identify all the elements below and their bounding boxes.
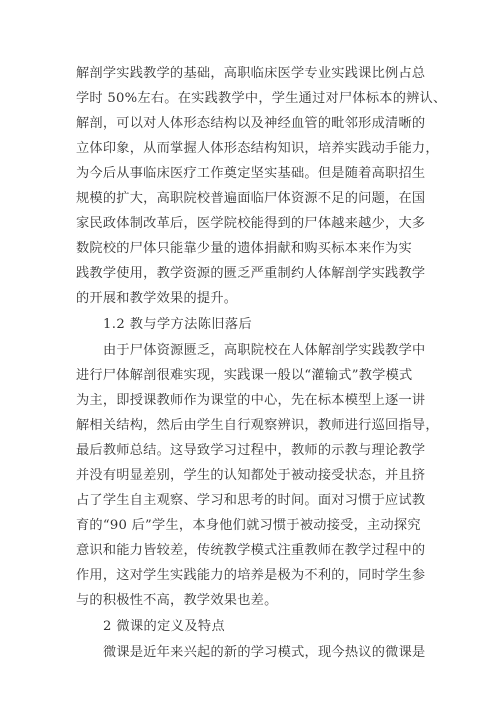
body-text-line: 践教学使用，教学资源的匮乏严重制约人体解剖学实践教学: [76, 266, 426, 281]
body-text-line: 育的“90 后”学生，本身他们就习惯于被动接受，主动探究: [76, 518, 421, 533]
body-text-line: 进行尸体解剖很难实现，实践课一般以“灌输式”教学模式: [76, 368, 413, 383]
body-text-line: 由于尸体资源匮乏，高职院校在人体解剖学实践教学中: [103, 343, 426, 358]
body-text-line: 占了学生自主观察、学习和思考的时间。面对习惯于应试教: [76, 493, 426, 508]
section-heading-1-2: 1.2 教与学方法陈旧落后: [103, 317, 253, 332]
body-text-line: 最后教师总结。这导致学习过程中，教师的示教与理论教学: [76, 443, 426, 458]
body-text-line: 为今后从事临床医疗工作奠定坚实基础。但是随着高职招生: [76, 166, 426, 181]
body-text-line: 解剖学实践教学的基础，高职临床医学专业实践课比例占总: [76, 66, 426, 81]
body-text-line: 为主，即授课教师作为课堂的中心，先在标本模型上逐一讲: [76, 393, 426, 408]
body-text-line: 解相关结构，然后由学生自行观察辨识，教师进行巡回指导，: [76, 418, 439, 433]
body-text-line: 数院校的尸体只能靠少量的遗体捐献和购买标本来作为实: [76, 241, 412, 256]
body-text-line: 规模的扩大，高职院校普遍面临尸体资源不足的问题，在国: [76, 191, 426, 206]
body-text-line: 解剖，可以对人体形态结构以及神经血管的毗邻形成清晰的: [76, 116, 426, 131]
body-text-line: 与的积极性不高，教学效果也差。: [76, 593, 278, 608]
body-text-line: 微课是近年来兴起的新的学习模式，现今热议的微课是: [103, 645, 426, 660]
body-text-line: 立体印象，从而掌握人体形态结构知识，培养实践动手能力，: [76, 141, 439, 156]
body-text-line: 作用，这对学生实践能力的培养是极为不利的，同时学生参: [76, 568, 426, 583]
body-text-line: 并没有明显差别，学生的认知都处于被动接受状态，并且挤: [76, 468, 426, 483]
section-heading-2: 2 微课的定义及特点: [103, 619, 226, 634]
body-text-line: 意识和能力皆较差，传统教学模式注重教师在教学过程中的: [76, 543, 426, 558]
body-text-line: 的开展和教学效果的提升。: [76, 291, 238, 306]
body-text-line: 家民政体制改革后，医学院校能得到的尸体越来越少，大多: [76, 216, 426, 231]
body-text-line: 学时 50%左右。在实践教学中，学生通过对尸体标本的辨认、: [76, 91, 447, 106]
